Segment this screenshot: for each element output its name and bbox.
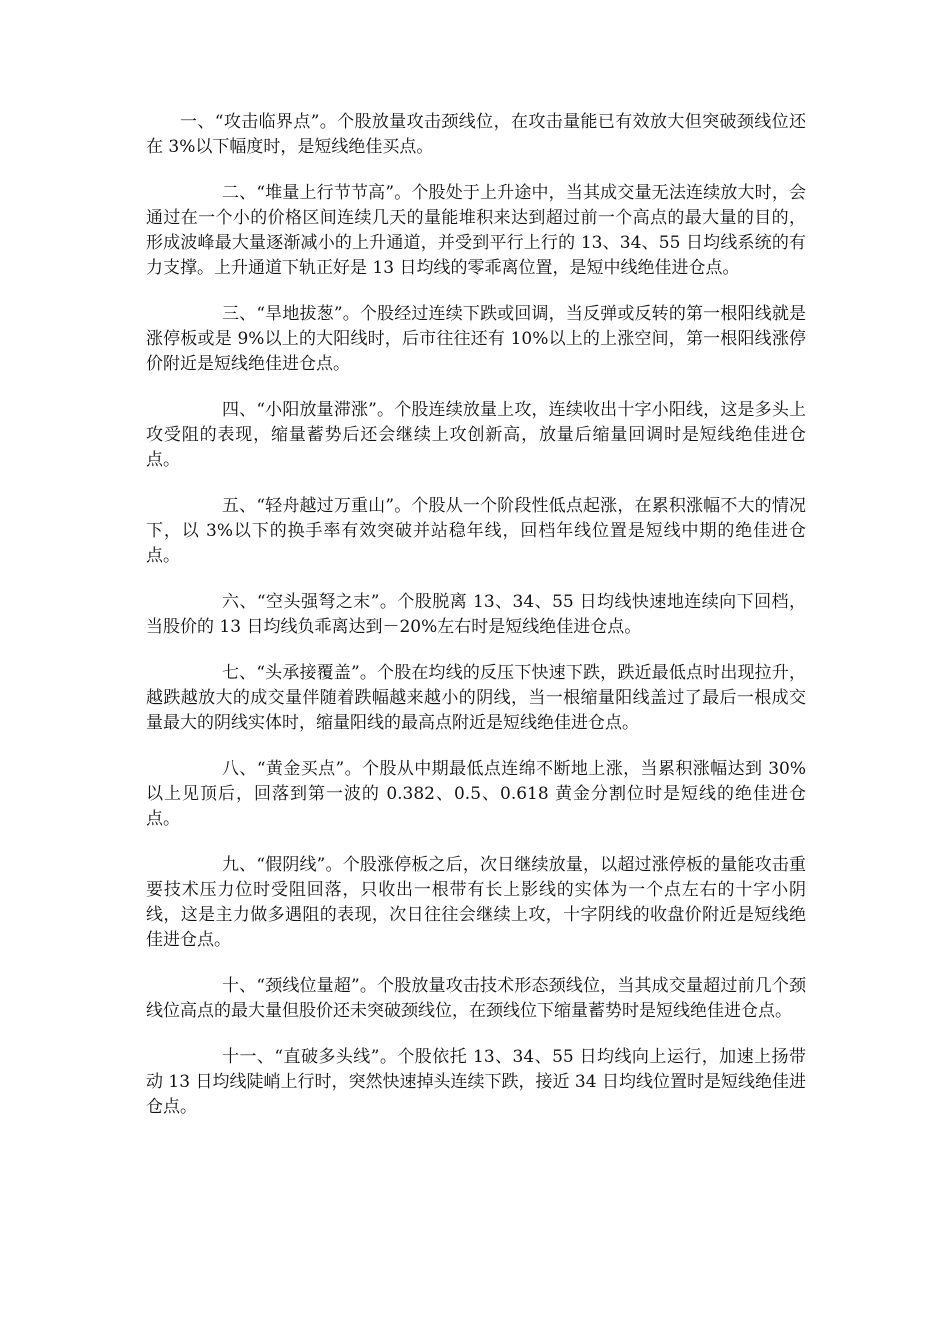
paragraph-7: 七、“头承接覆盖”。个股在均线的反压下快速下跌，跌近最低点时出现拉升，越跌越放大的成交量伴随着跌幅越来越小的阴线，当一根缩量阳线盖过了最后一根成交量最大的阴线实体时，缩量阳线的最高点附近是短线绝佳进仓点。 [146,663,806,733]
paragraph-6: 六、“空头强弩之末”。个股脱离 13、34、55 日均线快速地连续向下回档，当股价的 13 日均线负乖离达到－20%左右时是短线绝佳进仓点。 [146,592,806,637]
paragraph-8: 八、“黄金买点”。个股从中期最低点连绵不断地上涨，当累积涨幅达到 30%以上见顶后，回落到第一波的 0.382、0.5、0.618 黄金分割位时是短线的绝佳进仓点。 [146,759,806,829]
paragraph-4: 四、“小阳放量滞涨”。个股连续放量上攻，连续收出十字小阳线，这是多头上攻受阻的表现，缩量蓄势后还会继续上攻创新高，放量后缩量回调时是短线绝佳进仓点。 [146,400,806,470]
paragraph-3: 三、“旱地拔葱”。个股经过连续下跌或回调，当反弹或反转的第一根阳线就是涨停板或是 9%以上的大阳线时，后市往往还有 10%以上的上涨空间，第一根阳线涨停价附近是短线绝佳进仓点。 [146,304,806,374]
paragraph-1: 一、“攻击临界点”。个股放量攻击颈线位，在攻击量能已有效放大但突破颈线位还在 3%以下幅度时，是短线绝佳买点。 [146,112,806,157]
paragraph-11: 十一、“直破多头线”。个股依托 13、34、55 日均线向上运行，加速上扬带动 13 日均线陡峭上行时，突然快速掉头连续下跌，接近 34 日均线位置时是短线绝佳进仓点。 [146,1047,806,1117]
paragraph-9: 九、“假阴线”。个股涨停板之后，次日继续放量，以超过涨停板的量能攻击重要技术压力位时受阻回落，只收出一根带有长上影线的实体为一个点左右的十字小阴线，这是主力做多遇阻的表现，次日往往会继续上攻，十字阴线的收盘价附近是短线绝佳进仓点。 [146,855,806,950]
paragraph-5: 五、“轻舟越过万重山”。个股从一个阶段性低点起涨，在累积涨幅不大的情况下，以 3%以下的换手率有效突破并站稳年线，回档年线位置是短线中期的绝佳进仓点。 [146,496,806,566]
document-body [146,110,806,1141]
paragraph-10: 十、“颈线位量超”。个股放量攻击技术形态颈线位，当其成交量超过前几个颈线位高点的最大量但股价还未突破颈线位，在颈线位下缩量蓄势时是短线绝佳进仓点。 [146,976,806,1021]
paragraph-2: 二、“堆量上行节节高”。个股处于上升途中，当其成交量无法连续放大时，会通过在一个小的价格区间连续几天的量能堆积来达到超过前一个高点的最大量的目的，形成波峰最大量逐渐减小的上升通道，并受到平行上行的 13、34、55 日均线系统的有力支撑。上升通道下轨正好是 13 日均线的零乖离位置，是短中线绝佳进仓点。 [146,183,806,278]
